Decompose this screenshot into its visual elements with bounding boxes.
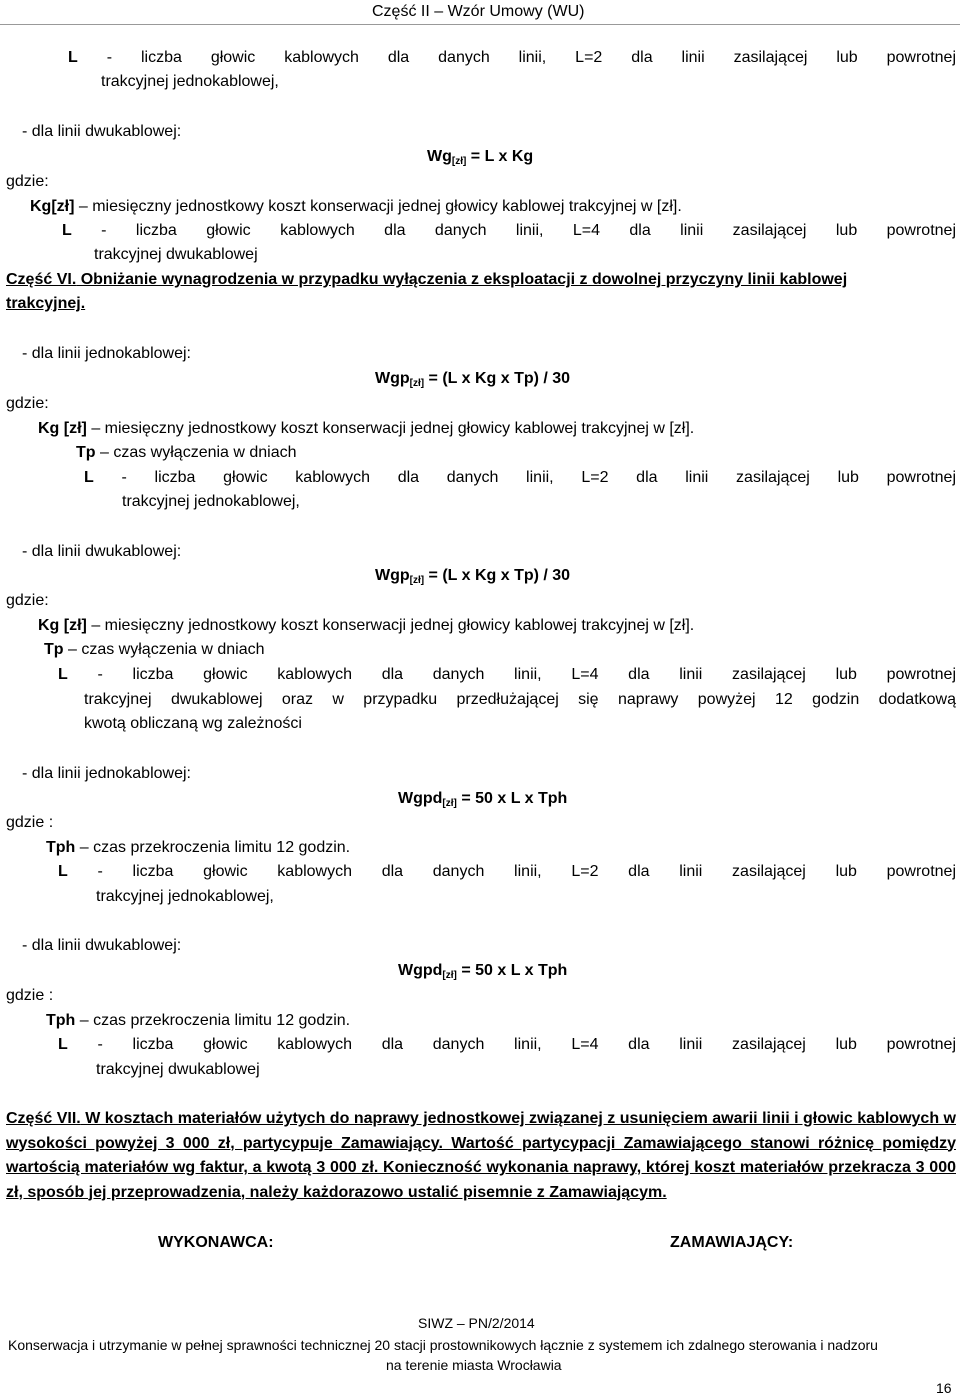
tph-definition: Tph – czas przekroczenia limitu 12 godzin.: [46, 1012, 351, 1029]
l-description-cont: trakcyjnej dwukablowej: [94, 246, 258, 263]
section-heading: - dla linii jednokablowej:: [22, 345, 191, 362]
l-description-cont: trakcyjnej dwukablowej oraz w przypadku przedłużającej się naprawy powyżej 12 godzin dodatkową: [84, 691, 956, 708]
section-heading: - dla linii dwukablowej:: [22, 543, 182, 560]
l-description-cont: trakcyjnej dwukablowej: [96, 1061, 260, 1078]
tp-definition: Tp – czas wyłączenia w dniach: [76, 444, 297, 461]
tp-definition: Tp – czas wyłączenia w dniach: [44, 641, 265, 658]
gdzie-label: gdzie:: [6, 173, 49, 190]
l-description: L - liczba głowic kablowych dla danych linii, L=4 dla linii zasilającej lub powrotnej: [58, 666, 956, 683]
page-number: 16: [936, 1380, 952, 1396]
gdzie-label: gdzie :: [6, 814, 54, 831]
section-6-title: Część VI. Obniżanie wynagrodzenia w przypadku wyłączenia z eksploatacji z dowolnej przyczyny linii kablowej: [6, 271, 848, 288]
header-rule: [0, 24, 960, 25]
gdzie-label: gdzie:: [6, 395, 49, 412]
l-description-cont: trakcyjnej jednokablowej,: [96, 888, 274, 905]
l-description: L - liczba głowic kablowych dla danych linii, L=4 dla linii zasilającej lub powrotnej: [62, 222, 956, 239]
formula: $Wg_{[zł]} = L$ x Kg: [427, 148, 534, 167]
client-signature: ZAMAWIAJĄCY:: [670, 1234, 794, 1251]
footer-line: na terenie miasta Wrocławia: [386, 1357, 562, 1373]
page-header: Część II – Wzór Umowy (WU): [372, 3, 585, 20]
l-description: L - liczba głowic kablowych dla danych linii, L=2 dla linii zasilającej lub powrotnej: [68, 49, 956, 66]
formula: Wgp$_{[zł]}$ = (L x Kg x Tp) / 30: [375, 567, 571, 586]
section-7-paragraph: Część VII. W kosztach materiałów użytych do naprawy jednostkowej związanej z usunięciem awarii linii i głowic kablowych w wysokości powyżej 3 000 zł, partycypuje Zamawiający. Wartość partycypacji Zamawiającego stanowi różnicę pomiędzy wartością materiałów wg faktur, a kwotą 3 000 zł. Konieczność wykonania naprawy, której koszt materiałów przekracza 3 000 zł, sposób jej przeprowadzenia, należy każdorazowo ustalić pisemnie z Zamawiającym.: [6, 1110, 957, 1201]
footer-ref: SIWZ – PN/2/2014: [418, 1315, 535, 1331]
section-heading: - dla linii dwukablowej:: [22, 937, 182, 954]
l-desc-text: - liczba głowic kablowych dla danych linii, L=2 dla linii zasilającej lub powrotnej: [77, 49, 956, 66]
formula: Wgp$_{[zł]}$ = (L x Kg x Tp) / 30: [375, 370, 571, 389]
tph-definition: Tph – czas przekroczenia limitu 12 godzin.: [46, 839, 351, 856]
formula: Wgpd$_{[zł]}$ = 50 x L x Tph: [398, 962, 568, 981]
l-description: L - liczba głowic kablowych dla danych linii, L=2 dla linii zasilającej lub powrotnej: [58, 863, 956, 880]
l-description-cont: kwotą obliczaną wg zależności: [84, 715, 302, 732]
gdzie-label: gdzie:: [6, 592, 49, 609]
l-description-cont: trakcyjnej jednokablowej,: [101, 73, 279, 90]
kg-definition: Kg [zł] – miesięczny jednostkowy koszt konserwacji jednej głowicy kablowej trakcyjnej w [zł].: [38, 617, 695, 634]
section-6-title-cont: trakcyjnej.: [6, 295, 86, 312]
l-description: L - liczba głowic kablowych dla danych linii, L=4 dla linii zasilającej lub powrotnej: [58, 1036, 956, 1053]
l-description-cont: trakcyjnej jednokablowej,: [122, 493, 300, 510]
contractor-signature: WYKONAWCA:: [158, 1234, 274, 1251]
formula: Wgpd$_{[zł]}$ = 50 x L x Tph: [398, 790, 568, 809]
l-description: L - liczba głowic kablowych dla danych linii, L=2 dla linii zasilającej lub powrotnej: [84, 469, 956, 486]
gdzie-label: gdzie :: [6, 987, 54, 1004]
section-heading: - dla linii dwukablowej:: [22, 123, 182, 140]
section-heading: - dla linii jednokablowej:: [22, 765, 191, 782]
kg-definition: Kg[zł] – miesięczny jednostkowy koszt konserwacji jednej głowicy kablowej trakcyjnej w [zł].: [30, 198, 682, 215]
footer-line: Konserwacja i utrzymanie w pełnej sprawności technicznej 20 stacji prostownikowych łącznie z systemem ich zdalnego sterowania i nadzoru: [8, 1337, 878, 1353]
kg-definition: Kg [zł] – miesięczny jednostkowy koszt konserwacji jednej głowicy kablowej trakcyjnej w [zł].: [38, 420, 695, 437]
